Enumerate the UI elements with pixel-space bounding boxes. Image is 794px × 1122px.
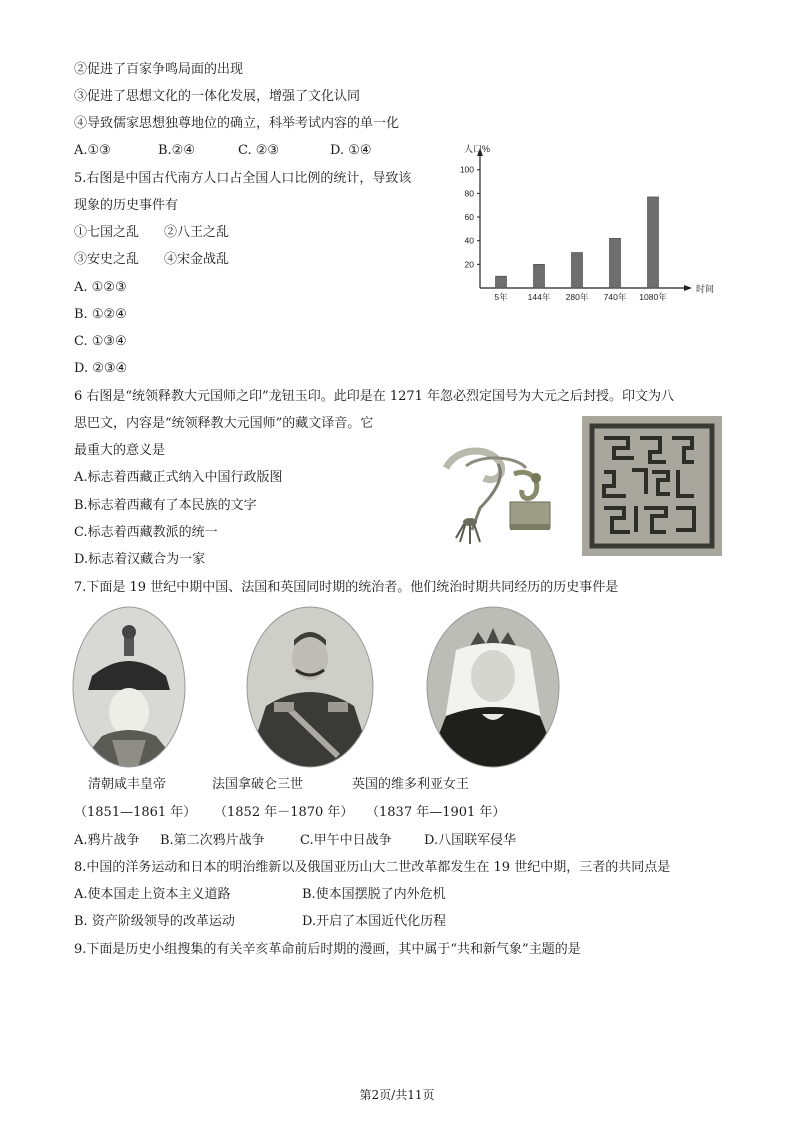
portrait-queen-victoria <box>426 606 560 768</box>
portrait-napoleon-iii <box>246 606 374 768</box>
q4-option-c: C. ②③ <box>238 143 280 158</box>
x-tick-label: 280年 <box>565 292 589 302</box>
q8-option-d: D.开启了本国近代化历程 <box>302 914 447 929</box>
q9-stem: 9.下面是历史小组搜集的有关辛亥革命前后时期的漫画，其中属于“共和新气象”主题的是 <box>74 942 581 957</box>
q5-option-a: A. ①②③ <box>74 280 127 295</box>
q5-event-1: ①七国之乱 <box>74 225 140 240</box>
q8-option-a: A.使本国走上资本主义道路 <box>74 887 231 902</box>
q5-stem-line2: 现象的历史事件有 <box>74 198 179 213</box>
x-tick-label: 740年 <box>603 292 627 302</box>
x-tick-label: 5年 <box>494 292 508 302</box>
q5-stem-line1: 5.右图是中国古代南方人口占全国人口比例的统计，导致该 <box>74 171 412 186</box>
q5-option-d: D. ②③④ <box>74 361 128 376</box>
x-axis-arrow <box>684 285 692 291</box>
q4-statement-4: ④导致儒家思想独尊地位的确立，科举考试内容的单一化 <box>74 116 400 131</box>
bar <box>572 253 583 288</box>
q5-event-4: ④宋金战乱 <box>164 252 230 267</box>
bar <box>610 238 621 288</box>
q4-statement-3: ③促进了思想文化的一体化发展，增强了文化认同 <box>74 89 361 104</box>
x-axis-label: 时间 <box>696 284 715 294</box>
y-tick-label: 80 <box>464 188 474 199</box>
y-tick-label: 60 <box>464 212 474 223</box>
jade-seal-photo <box>436 438 566 548</box>
q6-option-c: C.标志着西藏教派的统一 <box>74 525 218 540</box>
ruler-3-years: （1837 年—1901 年） <box>366 805 506 820</box>
page-footer: 第2页/共11页 <box>359 1088 435 1102</box>
y-axis-label: 人口% <box>464 144 491 154</box>
bar <box>496 276 507 288</box>
bar <box>534 264 545 288</box>
bar <box>648 197 659 288</box>
y-tick-label: 20 <box>464 259 474 270</box>
ruler-2-years: （1852 年－1870 年） <box>214 805 354 820</box>
q4-option-b: B.②④ <box>158 143 195 158</box>
x-tick-label: 144年 <box>527 292 551 302</box>
q6-option-b: B.标志着西藏有了本民族的文字 <box>74 498 257 513</box>
q7-option-a: A.鸦片战争 <box>74 833 140 848</box>
ruler-2-name: 法国拿破仑三世 <box>212 777 304 792</box>
q8-stem: 8.中国的洋务运动和日本的明治维新以及俄国亚历山大二世改革都发生在 19 世纪中期，三者的共同点是 <box>74 860 671 875</box>
q5-option-c: C. ①③④ <box>74 334 127 349</box>
ruler-3-name: 英国的维多利亚女王 <box>352 777 470 792</box>
q8-option-c: B. 资产阶级领导的改革运动 <box>74 914 235 929</box>
q7-option-b: B.第二次鸦片战争 <box>160 833 265 848</box>
y-tick-label: 40 <box>464 235 474 246</box>
ruler-1-name: 清朝咸丰皇帝 <box>88 777 167 792</box>
q4-option-a: A.①③ <box>74 143 111 158</box>
seal-impression-image <box>582 416 722 556</box>
q8-option-b: B.使本国摆脱了内外危机 <box>302 887 446 902</box>
q6-stem-line3: 最重大的意义是 <box>74 443 166 458</box>
q6-stem-line2: 思巴文，内容是“统领释教大元国师”的藏文译音。它 <box>74 416 374 431</box>
q5-event-2: ②八王之乱 <box>164 225 230 240</box>
q6-option-d: D.标志着汉藏合为一家 <box>74 552 206 567</box>
x-tick-label: 1080年 <box>639 292 667 302</box>
q6-stem-line1: 6 右图是“统领释教大元国师之印”龙钮玉印。此印是在 1271 年忽必烈定国号为大元之后封授。印文为八 <box>74 389 675 404</box>
q5-event-3: ③安史之乱 <box>74 252 140 267</box>
y-tick-label: 100 <box>459 164 474 175</box>
portrait-xianfeng-emperor <box>72 606 186 768</box>
ruler-1-years: （1851—1861 年） <box>74 805 197 820</box>
q7-stem: 7.下面是 19 世纪中期中国、法国和英国同时期的统治者。他们统治时期共同经历的历史事件是 <box>74 580 619 595</box>
q7-option-d: D.八国联军侵华 <box>424 833 517 848</box>
q7-option-c: C.甲午中日战争 <box>300 833 392 848</box>
population-bar-chart <box>440 140 730 305</box>
q4-option-d: D. ①④ <box>330 143 372 158</box>
q5-option-b: B. ①②④ <box>74 307 127 322</box>
q6-option-a: A.标志着西藏正式纳入中国行政版图 <box>74 470 283 485</box>
q4-statement-2: ②促进了百家争鸣局面的出现 <box>74 62 244 77</box>
